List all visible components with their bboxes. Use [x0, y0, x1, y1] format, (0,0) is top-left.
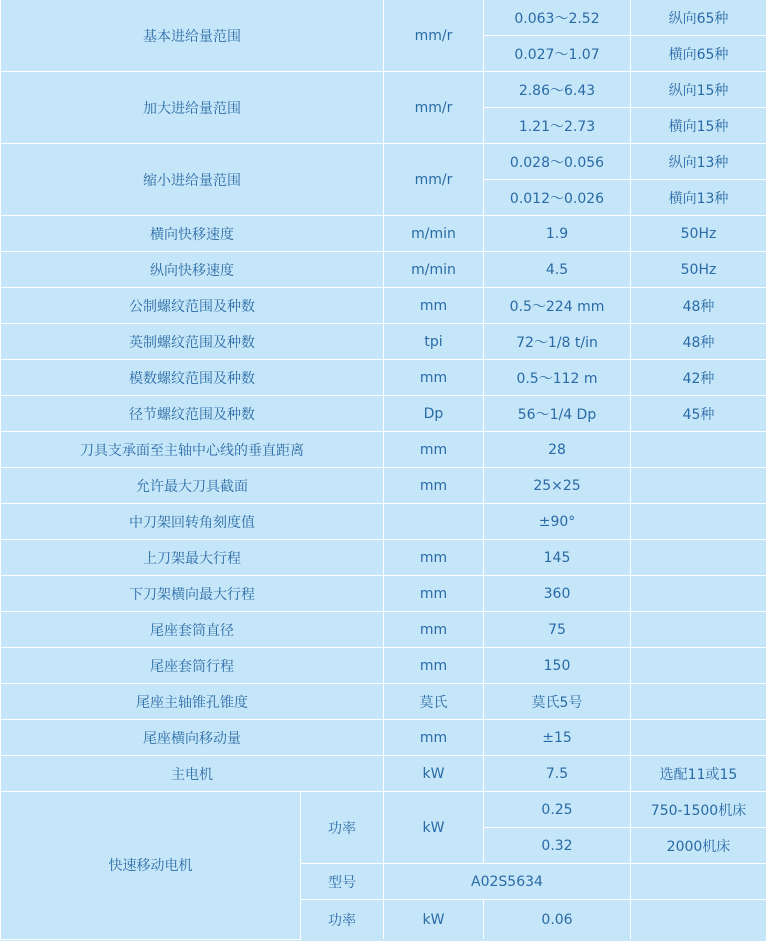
table-row	[1, 792, 766, 828]
param-name: 尾座套筒直径	[1, 612, 384, 648]
table-row	[1, 720, 766, 756]
param-note	[631, 540, 766, 576]
param-note	[631, 684, 766, 720]
table-row	[1, 324, 766, 360]
param-name: 横向快移速度	[1, 216, 384, 252]
param-value: 0.06	[484, 900, 631, 940]
param-note	[631, 432, 766, 468]
table-row	[1, 216, 766, 252]
param-note: 50Hz	[631, 216, 766, 252]
param-value: 150	[484, 648, 631, 684]
param-unit: Dp	[384, 396, 484, 432]
param-name: 尾座横向移动量	[1, 720, 384, 756]
param-name: 基本进给量范围	[1, 0, 384, 72]
param-note: 48种	[631, 288, 766, 324]
fast-motor-power2-label: 功率	[301, 900, 384, 940]
param-note: 横向65种	[631, 36, 766, 72]
param-value: 0.32	[484, 828, 631, 864]
param-note: 48种	[631, 324, 766, 360]
param-value: 0.027～1.07	[484, 36, 631, 72]
param-unit: mm	[384, 288, 484, 324]
param-value: ±90°	[484, 504, 631, 540]
param-name: 中刀架回转角刻度值	[1, 504, 384, 540]
param-name: 尾座主轴锥孔锥度	[1, 684, 384, 720]
param-unit: m/min	[384, 216, 484, 252]
param-note: 42种	[631, 360, 766, 396]
param-unit: mm	[384, 540, 484, 576]
param-name: 下刀架横向最大行程	[1, 576, 384, 612]
param-unit: mm/r	[384, 144, 484, 216]
param-value: ±15	[484, 720, 631, 756]
param-value: 75	[484, 612, 631, 648]
param-note	[631, 612, 766, 648]
table-row	[1, 576, 766, 612]
simple-rows	[1, 216, 766, 792]
param-note: 横向13种	[631, 180, 766, 216]
fast-motor-model-value: A02S5634	[384, 864, 631, 900]
param-value: 0.012～0.026	[484, 180, 631, 216]
param-value: 360	[484, 576, 631, 612]
param-name: 上刀架最大行程	[1, 540, 384, 576]
param-note: 纵向15种	[631, 72, 766, 108]
param-note: 50Hz	[631, 252, 766, 288]
table-row	[1, 396, 766, 432]
table-row	[1, 252, 766, 288]
table-row	[1, 684, 766, 720]
param-value: 0.25	[484, 792, 631, 828]
param-note	[631, 864, 766, 900]
param-unit: mm	[384, 612, 484, 648]
table-row	[1, 540, 766, 576]
param-value: 56～1/4 Dp	[484, 396, 631, 432]
param-value: 0.028～0.056	[484, 144, 631, 180]
fast-motor-model-label: 型号	[301, 864, 384, 900]
param-name: 刀具支承面至主轴中心线的垂直距离	[1, 432, 384, 468]
param-value: 莫氏5号	[484, 684, 631, 720]
param-value: 0.063～2.52	[484, 0, 631, 36]
table-row	[1, 648, 766, 684]
param-value: 25×25	[484, 468, 631, 504]
param-value: 72～1/8 t/in	[484, 324, 631, 360]
param-unit: mm/r	[384, 72, 484, 144]
param-name: 尾座套筒行程	[1, 648, 384, 684]
param-unit: mm/r	[384, 0, 484, 72]
param-unit: mm	[384, 360, 484, 396]
table-row	[1, 288, 766, 324]
param-note	[631, 504, 766, 540]
param-note: 45种	[631, 396, 766, 432]
param-value: 1.21～2.73	[484, 108, 631, 144]
param-value: 145	[484, 540, 631, 576]
param-value: 4.5	[484, 252, 631, 288]
param-unit: mm	[384, 468, 484, 504]
param-value: 1.9	[484, 216, 631, 252]
param-note: 纵向13种	[631, 144, 766, 180]
table-row	[1, 72, 766, 108]
fast-motor-name: 快速移动电机	[1, 792, 301, 940]
param-unit: kW	[384, 756, 484, 792]
param-name: 英制螺纹范围及种数	[1, 324, 384, 360]
fast-motor-power-label: 功率	[301, 792, 384, 864]
param-unit: mm	[384, 432, 484, 468]
param-name: 径节螺纹范围及种数	[1, 396, 384, 432]
table-row	[1, 468, 766, 504]
fast-motor-power-unit: kW	[384, 792, 484, 864]
param-value: 0.5～224 mm	[484, 288, 631, 324]
param-note	[631, 468, 766, 504]
table-row	[1, 360, 766, 396]
param-name: 纵向快移速度	[1, 252, 384, 288]
param-name: 模数螺纹范围及种数	[1, 360, 384, 396]
param-name: 公制螺纹范围及种数	[1, 288, 384, 324]
table-row	[1, 756, 766, 792]
fast-motor-section	[1, 792, 766, 940]
param-name: 加大进给量范围	[1, 72, 384, 144]
param-value: 2.86～6.43	[484, 72, 631, 108]
spec-table-body	[1, 0, 766, 216]
param-note	[631, 648, 766, 684]
param-unit: mm	[384, 648, 484, 684]
table-row	[1, 144, 766, 180]
param-unit: tpi	[384, 324, 484, 360]
param-value: 7.5	[484, 756, 631, 792]
param-name: 允许最大刀具截面	[1, 468, 384, 504]
param-value: 0.5～112 m	[484, 360, 631, 396]
param-value: 28	[484, 432, 631, 468]
table-row	[1, 432, 766, 468]
table-row	[1, 504, 766, 540]
param-name: 缩小进给量范围	[1, 144, 384, 216]
param-unit: m/min	[384, 252, 484, 288]
table-row	[1, 0, 766, 36]
param-unit: 莫氏	[384, 684, 484, 720]
param-unit: mm	[384, 576, 484, 612]
param-note: 2000机床	[631, 828, 766, 864]
param-note: 纵向65种	[631, 0, 766, 36]
param-note	[631, 900, 766, 940]
param-note: 选配11或15	[631, 756, 766, 792]
fast-motor-power2-unit: kW	[384, 900, 484, 940]
param-unit: mm	[384, 720, 484, 756]
table-row	[1, 612, 766, 648]
param-note: 横向15种	[631, 108, 766, 144]
param-note	[631, 576, 766, 612]
param-name: 主电机	[1, 756, 384, 792]
param-unit	[384, 504, 484, 540]
param-note: 750-1500机床	[631, 792, 766, 828]
param-note	[631, 720, 766, 756]
